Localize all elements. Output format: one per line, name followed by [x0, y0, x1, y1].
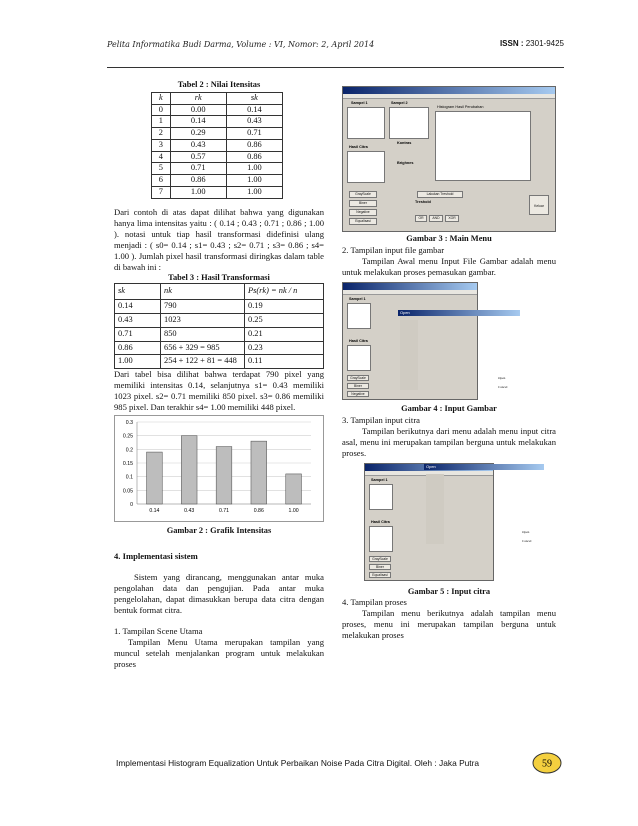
cell: 1: [152, 116, 171, 128]
item1-title: 1. Tampilan Scene Utama: [114, 625, 203, 636]
table2-header-rk: rk: [170, 92, 226, 104]
y-tick-label: 0.25: [122, 433, 133, 440]
open-dialog: [398, 310, 520, 402]
cell: 0.86: [115, 341, 161, 355]
places-bar: [400, 320, 418, 390]
places-bar: [426, 474, 444, 544]
window-menu-bar: [343, 94, 555, 99]
biner-button[interactable]: Biner: [347, 383, 369, 389]
cell: 0.43: [226, 116, 282, 128]
cell: 0.14: [226, 104, 282, 116]
result-pane: [347, 151, 385, 183]
open-dialog-title: Open: [398, 310, 520, 316]
cell: 0.29: [170, 128, 226, 140]
table2-header-row: [152, 92, 283, 104]
issn: [500, 39, 564, 49]
section4-heading: 4. Implementasi sistem: [114, 550, 198, 561]
window-title-bar: [343, 283, 477, 290]
chart-bar: [251, 441, 267, 504]
open-dialog: [424, 464, 544, 556]
cell: 7: [152, 186, 171, 198]
cell: 0.21: [245, 327, 324, 341]
cell: 254 + 122 + 81 = 448: [161, 355, 245, 369]
page-number-badge: [532, 752, 562, 774]
open-dialog-title: Open: [424, 464, 544, 470]
y-tick-label: 0.3: [125, 420, 133, 426]
negative-button[interactable]: Negative: [347, 391, 369, 397]
cell: 850: [161, 327, 245, 341]
table3-header-ps: Ps(rk) = nk / n: [245, 284, 324, 300]
intensity-chart: [114, 415, 324, 522]
open-button[interactable]: Open: [522, 530, 530, 534]
table-row: [152, 163, 283, 175]
issn-label: ISSN :: [499, 39, 524, 48]
table3-header-nk: nk: [161, 284, 245, 300]
table-row: [115, 327, 324, 341]
chart-svg: [115, 416, 323, 521]
cell: 0.11: [245, 355, 324, 369]
result-pane: [369, 526, 393, 552]
table-row: [115, 341, 324, 355]
cell: 790: [161, 300, 245, 314]
grayscale-button[interactable]: GrayScale: [349, 191, 377, 198]
brighnes-label: Brighnes: [397, 161, 414, 165]
grayscale-button[interactable]: GrayScale: [347, 375, 369, 381]
kontras-label: Kontras: [397, 141, 412, 145]
footer-text: Implementasi Histogram Equalization Untuk Perbaikan Noise Pada Citra Digital. Oleh : Jaka Putra: [116, 758, 480, 768]
table-row: [115, 314, 324, 328]
issn-value: 2301-9425: [525, 39, 564, 48]
cell: 0.71: [115, 327, 161, 341]
x-tick-label: 0.14: [149, 508, 160, 514]
table2-caption: Tabel 2 : Nilai Itensitas: [177, 80, 261, 89]
window-title-bar: [343, 87, 555, 94]
figure3-caption: Gambar 3 : Main Menu: [406, 234, 492, 243]
right-column: [342, 86, 556, 641]
item4-body: Tampilan menu berikutnya adalah tampilan menu proses, menu ini merupakan tampilan berguna untuk melakukan proses: [342, 608, 556, 641]
histogram-label: Histogram Hasil Perubahan: [437, 105, 484, 109]
item2-body: Tampilan Awal menu Input File Gambar adalah menu untuk melakukan proses pemasukan gambar.: [342, 255, 556, 277]
cell: 0.43: [115, 314, 161, 328]
table3: [114, 283, 324, 369]
cell: 0.25: [245, 314, 324, 328]
biner-button[interactable]: Biner: [349, 200, 377, 207]
result-pane: [347, 345, 371, 371]
table-row: [115, 355, 324, 369]
keluar-button[interactable]: Keluar: [529, 195, 549, 215]
table2: [151, 92, 283, 199]
cell: 1.00: [170, 186, 226, 198]
table-row: [152, 139, 283, 151]
cell: 0.71: [226, 128, 282, 140]
cell: 1.00: [115, 355, 161, 369]
chart-bar: [216, 447, 232, 504]
cell: 656 + 329 = 985: [161, 341, 245, 355]
y-tick-label: 0.2: [125, 447, 133, 454]
and-button[interactable]: AND: [429, 215, 443, 222]
table-row: [152, 116, 283, 128]
page-number: 59: [542, 758, 552, 770]
xor-button[interactable]: XOR: [445, 215, 459, 222]
hasil-citra-label: Hasil Citra: [371, 519, 390, 524]
section4-body: Sistem yang dirancang, menggunakan antar muka pengolahan data dan pengujian. Pada antar muka pengelolahan, dapat dimasukkan berupa data citra dengan bentuk format citra.: [114, 571, 324, 615]
equalisasi-button[interactable]: Equalisasi: [369, 572, 391, 578]
sampel1-label: Sampel 1: [371, 477, 388, 482]
cell: 0.71: [170, 163, 226, 175]
sample2-pane: [389, 107, 429, 139]
biner-button[interactable]: Biner: [369, 564, 391, 570]
cell: 0.86: [226, 139, 282, 151]
item2-title: 2. Tampilan input file gambar: [342, 244, 445, 255]
chart-bar: [181, 436, 197, 504]
table-row: [152, 151, 283, 163]
journal-header: Pelita Informatika Budi Darma, Volume : VI, Nomor: 2, April 2014: [107, 40, 375, 49]
item4-title: 4. Tampilan proses: [342, 597, 407, 608]
cell: 1023: [161, 314, 245, 328]
sampel1-label: Sampel 1: [349, 296, 366, 301]
table-row: [115, 300, 324, 314]
sample1-pane: [369, 484, 393, 510]
item3-body: Tampilan berikutnya dari menu adalah menu input citra asal, menu ini merupakan tampilan berguna untuk melakukan proses.: [342, 425, 556, 458]
cell: 3: [152, 139, 171, 151]
chart-bar: [147, 452, 163, 504]
cell: 2: [152, 128, 171, 140]
x-tick-label: 0.86: [253, 508, 264, 514]
grayscale-button[interactable]: GrayScale: [369, 556, 391, 562]
hasil-citra-label: Hasil Citra: [349, 145, 368, 149]
cell: 6: [152, 175, 171, 187]
hasil-citra-label: Hasil Citra: [349, 338, 368, 343]
negative-button[interactable]: Negative: [349, 209, 377, 216]
item1-body: Tampilan Menu Utama merupakan tampilan yang muncul setelah menjalankan program untuk melakukan proses: [114, 636, 324, 669]
table3-header-sk: sk: [115, 284, 161, 300]
cell: 0.23: [245, 341, 324, 355]
x-tick-label: 0.71: [218, 508, 230, 514]
cell: 0.86: [226, 151, 282, 163]
paragraph-pixel-counts: Dari tabel bisa dilihat bahwa terdapat 790 pixel yang memiliki intensitas 0.14, selanjutnya s1= 0.43 memiliki 1023 pixel. s2= 0.71 memiliki 850 pixel. s3= 0.86 memiliki 985 pixel. Dan terakhir s4= 1.00 memiliki 448 pixel.: [114, 369, 324, 412]
cell: 0.14: [170, 116, 226, 128]
cancel-button[interactable]: Cancel: [522, 539, 532, 543]
sampel1-label: Sampel 1: [351, 101, 368, 105]
cell: 0.14: [115, 300, 161, 314]
file-list[interactable]: [448, 476, 540, 526]
chart-bar: [286, 474, 302, 504]
y-tick-label: 0.05: [122, 488, 133, 495]
x-tick-label: 0.43: [184, 508, 195, 514]
cell: 1.00: [226, 163, 282, 175]
table-row: [152, 128, 283, 140]
cell: 0: [152, 104, 171, 116]
equalisasi-button[interactable]: Equalisasi: [349, 218, 377, 225]
item3-title: 3. Tampilan input citra: [342, 414, 420, 425]
left-column: [114, 80, 324, 670]
file-list[interactable]: [422, 322, 516, 372]
y-tick-label: 0.1: [125, 474, 133, 481]
paragraph-intensities: Dari contoh di atas dapat dilihat bahwa yang digunakan hanya lima intensitas yaitu : ( 0.14 ; 0.43 ; 0.71 ; 0.86 ; 1.00 ). notasi untuk tiap hasil transformasi didefinisi ulang menjadi : ( s0= 0.14 ; s1= 0.43 ; s2= 0.71 ; s3= 0.86 ; s4= 1.00 ). Jumlah pixel hasil transformasi diringkas dalam table di bawah ini :: [114, 206, 324, 272]
table2-header-k: k: [152, 92, 171, 104]
cell: 4: [152, 151, 171, 163]
header-rule: [107, 67, 564, 68]
table3-caption: Tabel 3 : Hasil Transformasi: [168, 272, 270, 282]
cell: 5: [152, 163, 171, 175]
cell: 0.00: [170, 104, 226, 116]
x-tick-label: 1.00: [288, 508, 299, 514]
table3-header-row: [115, 284, 324, 300]
figure4-caption: Gambar 4 : Input Gambar: [401, 403, 497, 413]
sample1-pane: [347, 303, 371, 329]
main-menu-screenshot: [342, 86, 556, 232]
open-button[interactable]: Open: [498, 376, 506, 380]
or-button[interactable]: OR: [415, 215, 427, 222]
cell: 0.86: [170, 175, 226, 187]
sampel2-label: Sampel 2: [391, 101, 408, 105]
table-row: [152, 175, 283, 187]
y-tick-label: 0.15: [122, 461, 133, 467]
cell: 0.19: [245, 300, 324, 314]
y-tick-label: 0: [130, 502, 133, 508]
histogram-pane: [435, 111, 531, 181]
treshold-label: Treshold: [415, 200, 431, 204]
cell: 0.43: [170, 139, 226, 151]
cell: 0.57: [170, 151, 226, 163]
cell: 1.00: [226, 186, 282, 198]
table-row: [152, 186, 283, 198]
table-row: [152, 104, 283, 116]
table2-header-sk: sk: [226, 92, 282, 104]
window-menu-bar: [343, 290, 477, 295]
figure2-caption: Gambar 2 : Grafik Intensitas: [166, 526, 272, 535]
cancel-button[interactable]: Cancel: [498, 385, 508, 389]
sample1-pane: [347, 107, 385, 139]
cell: 1.00: [226, 175, 282, 187]
figure5-caption: Gambar 5 : Input citra: [407, 586, 491, 596]
lakukan-treshold-button[interactable]: Lakukan Treshold: [417, 191, 463, 198]
